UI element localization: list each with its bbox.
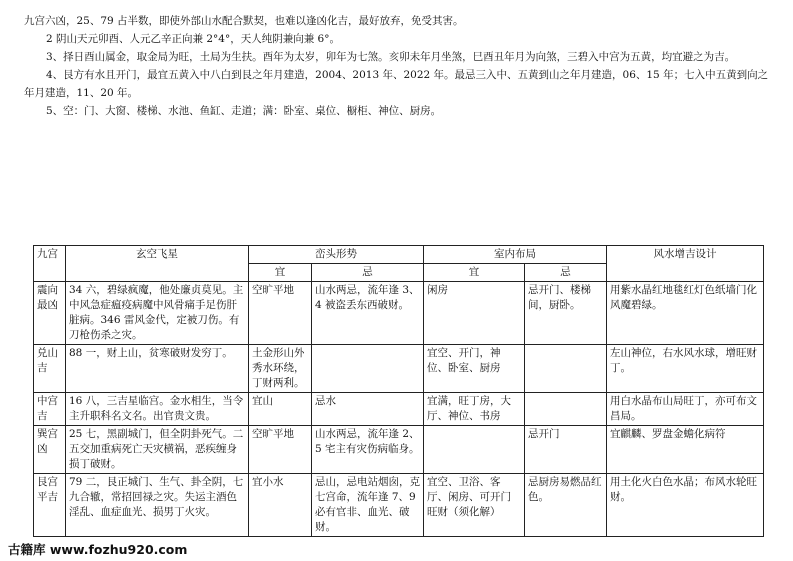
cell-interior-avoid — [525, 393, 607, 426]
table-row — [34, 393, 764, 426]
header-landform: 峦头形势 — [249, 246, 424, 264]
cell-interior-avoid — [525, 345, 607, 393]
cell-land-avoid: 忌水 — [312, 393, 424, 426]
cell-land-avoid — [312, 345, 424, 393]
cell-interior-good: 宜空、开门，神位、卧室、厨房 — [424, 345, 525, 393]
header-enhance: 风水增吉设计 — [607, 246, 764, 282]
cell-land-avoid: 山水两忌，流年逢 3、4 被盗丢东西破财。 — [312, 282, 424, 345]
cell-stars: 34 六，碧绿疯魔，他处廉贞莫见。主中风急症瘟疫病魔中风骨痛手足伤肝脏病。346 雷风金代，定被刀伤。有刀枪伤杀之灾。 — [66, 282, 249, 345]
cell-palace: 震向最凶 — [34, 282, 66, 345]
cell-interior-avoid: 忌开门 — [525, 426, 607, 474]
fengshui-table — [33, 245, 764, 537]
cell-interior-good: 闲房 — [424, 282, 525, 345]
cell-interior-good — [424, 426, 525, 474]
header-flying-stars: 玄空飞星 — [66, 246, 249, 282]
cell-palace: 兑山吉 — [34, 345, 66, 393]
header-row-1 — [34, 246, 764, 264]
cell-interior-avoid: 忌开门、楼梯间，厨卧。 — [525, 282, 607, 345]
cell-stars: 25 七，黑副城门，但全阴卦死气。二五交加重病死亡天灾横祸，恶疾缠身损丁破财。 — [66, 426, 249, 474]
cell-land-avoid: 山水两忌，流年逢 2、5 宅主有灾伤病临身。 — [312, 426, 424, 474]
cell-stars: 16 八，三吉星临宫。金水相生，当令主升职科名文名。出官贵文贵。 — [66, 393, 249, 426]
cell-enhance: 左山神位，右水风水球，增旺财丁。 — [607, 345, 764, 393]
header-land-avoid: 忌 — [312, 264, 424, 282]
cell-interior-good: 宜满，旺丁房，大厅、神位、书房 — [424, 393, 525, 426]
cell-enhance: 用白水晶布山局旺丁，亦可布文昌局。 — [607, 393, 764, 426]
cell-enhance: 用紫水晶红地毯红灯色纸墙门化风魔碧绿。 — [607, 282, 764, 345]
notes-section — [24, 12, 774, 120]
header-interior: 室内布局 — [424, 246, 607, 264]
cell-palace: 艮宫平吉 — [34, 474, 66, 537]
header-land-good: 宜 — [249, 264, 312, 282]
cell-land-good: 空旷平地 — [249, 426, 312, 474]
table-row — [34, 282, 764, 345]
table-row — [34, 345, 764, 393]
cell-land-good: 宜山 — [249, 393, 312, 426]
table-row — [34, 474, 764, 537]
header-interior-avoid: 忌 — [525, 264, 607, 282]
cell-enhance: 用土化火白色水晶；布风水轮旺财。 — [607, 474, 764, 537]
site-watermark: 古籍库 www.fozhu920.com — [8, 542, 188, 557]
note-line-1: 九宫六凶，25、79 占半数，即使外部山水配合默契，也难以逢凶化吉，最好放弃，免受其害。 — [24, 15, 464, 27]
cell-palace: 巽宫凶 — [34, 426, 66, 474]
note-line-4: 4、艮方有水且开门，最宜五黄入中八白到艮之年月建造，2004、2013 年、2022 年。最忌三入中、五黄到山之年月建造，06、15 年；七入中五黄到向之年月建造，11、20 年。 — [24, 69, 769, 99]
cell-land-good: 土金形山外秀水环绕，丁财两利。 — [249, 345, 312, 393]
table-row — [34, 426, 764, 474]
note-line-2: 2 阴山天元卯酉、人元乙辛正向兼 2°4°，天人纯阴兼向兼 6°。 — [46, 33, 340, 45]
cell-land-good: 空旷平地 — [249, 282, 312, 345]
cell-land-avoid: 忌山，忌电站烟囱，克七宫命，流年逢 7、9 必有官非、血光、破财。 — [312, 474, 424, 537]
header-palace: 九宫 — [34, 246, 66, 282]
cell-land-good: 宜小水 — [249, 474, 312, 537]
note-line-5: 5、空：门、大窗、楼梯、水池、鱼缸、走道；满：卧室、桌位、橱柜、神位、厨房。 — [46, 105, 442, 117]
note-line-3: 3、择日酉山属金，取金局为旺，土局为生扶。酉年为太岁，卯年为七煞。亥卯未年月坐煞，巳酉丑年月为向煞，三碧入中宫为五黄，均宜避之为吉。 — [46, 51, 736, 63]
header-interior-good: 宜 — [424, 264, 525, 282]
cell-interior-good: 宜空、卫浴、客厅、闲房、可开门旺财（须化解） — [424, 474, 525, 537]
cell-stars: 88 一，财上山，贫寒破财发穷丁。 — [66, 345, 249, 393]
cell-stars: 79 二，艮正城门、生气、卦全阴，七九合辙，常招回禄之灾。失运主酒色淫乱、血症血光、损男丁火灾。 — [66, 474, 249, 537]
cell-palace: 中宫吉 — [34, 393, 66, 426]
cell-interior-avoid: 忌厨房易燃品红色。 — [525, 474, 607, 537]
cell-enhance: 宜麒麟、罗盘金蟾化病符 — [607, 426, 764, 474]
